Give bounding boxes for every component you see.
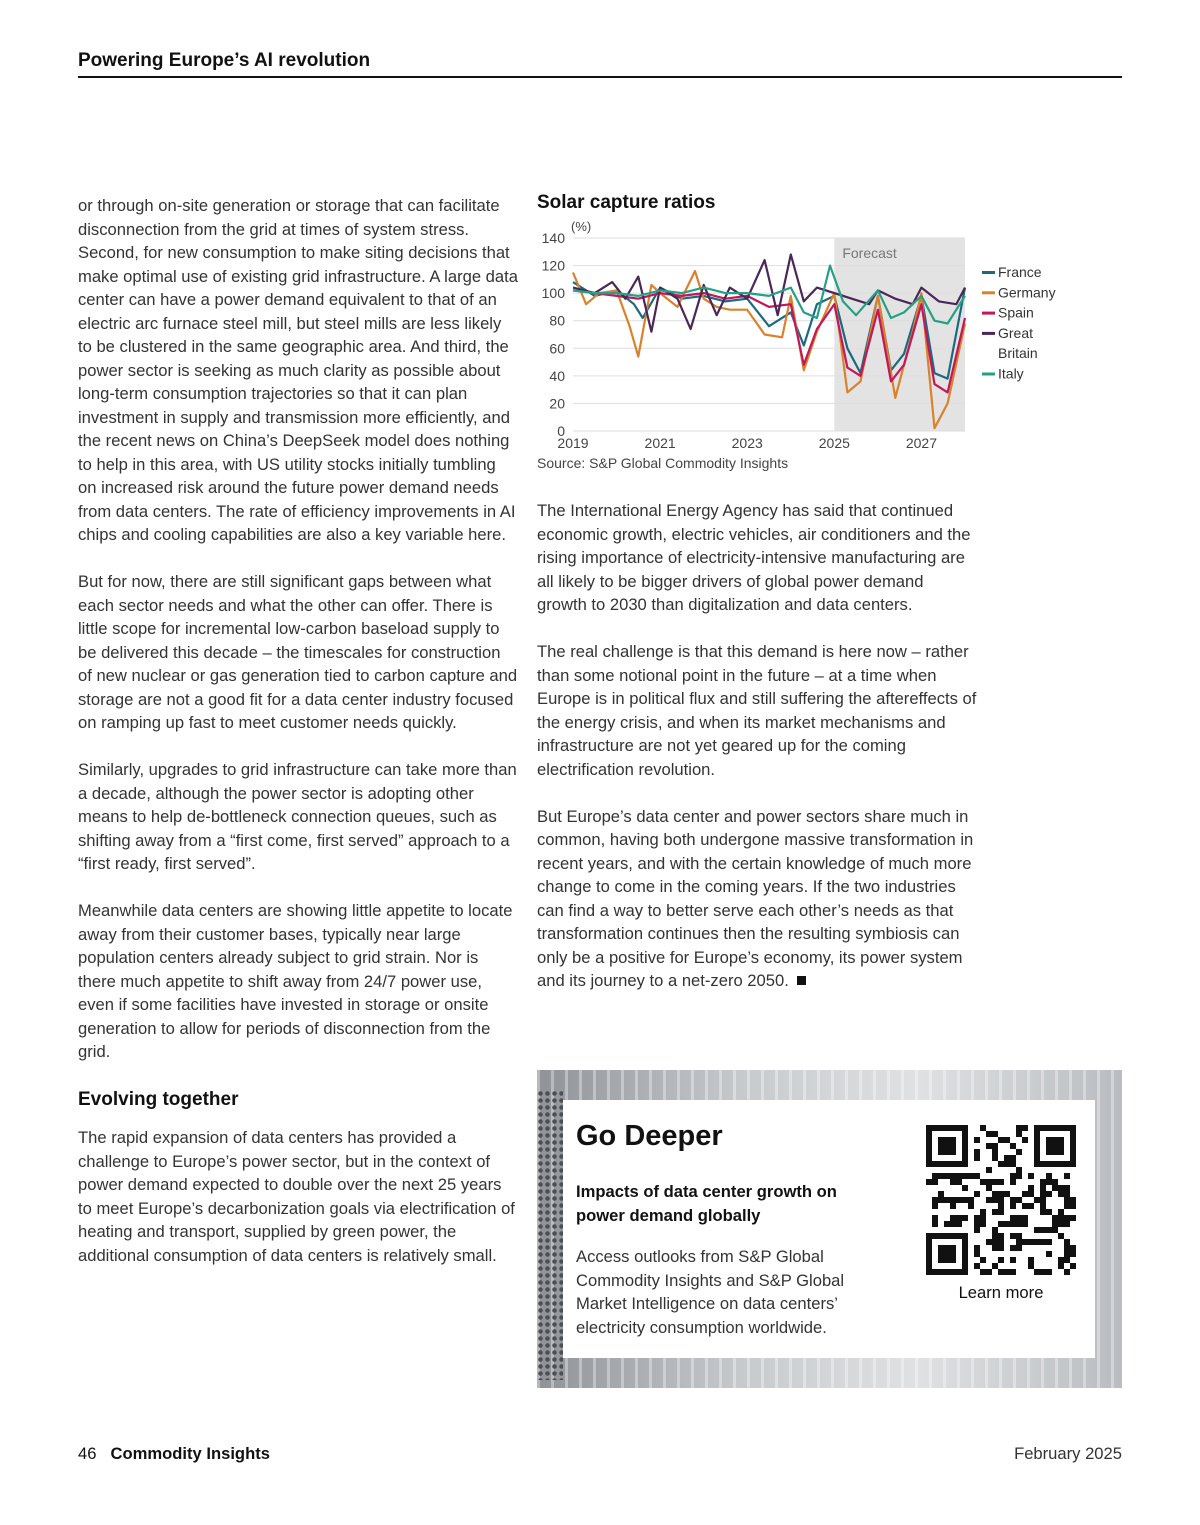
body-paragraph (537, 805, 977, 993)
chart-source: Source: S&P Global Commodity Insights (537, 455, 789, 471)
footer-date: February 2025 (1014, 1444, 1122, 1463)
y-tick-label: 0 (557, 423, 565, 439)
promo-body: Access outlooks from S&P Global Commodity Insights and S&P Global Market Intelligence on data centers’ electricity consumption worldwide. (576, 1247, 845, 1337)
end-of-article-mark (797, 976, 806, 985)
y-tick-label: 60 (549, 340, 565, 357)
legend-label: Italy (998, 365, 1024, 382)
x-tick-label: 2019 (557, 435, 589, 451)
y-tick-label: 140 (541, 230, 565, 246)
header-divider (78, 76, 1122, 78)
perforated-panel-decoration (537, 1090, 563, 1380)
legend-swatch (982, 312, 995, 315)
legend-label: Britain (998, 345, 1038, 362)
legend-label: France (998, 264, 1042, 280)
page-header-title: Powering Europe’s AI revolution (78, 50, 371, 71)
legend-label: Spain (998, 304, 1034, 321)
body-paragraph: Meanwhile data centers are showing little appetite to locate away from their customer bases, typically near large population centers already subject to grid strain. Nor is there much appetite to shift away from 24/7 power use, even if some facilities have invested in storage or onsite generation to allow for periods of disconnection from the grid. (78, 901, 513, 1061)
legend-swatch (982, 373, 995, 376)
y-tick-label: 120 (541, 257, 565, 274)
body-paragraph: or through on-site generation or storage that can facilitate disconnection from the grid at times of system stress. Second, for new consumption to make siting decisions that make optimal use of existing grid infrastructure. A large data center can have a power demand equivalent to that of an electric arc furnace steel mill, but steel mills are less likely to be clustered in the same geographic area. And third, the power sector is seeking as much clarity as possible about long-term consumption trajectories so that it can plan investment in supply and transmission more efficiently, and the recent news on China’s DeepSeek model does nothing to help in this area, with US utility stocks initially tumbling on increased risk around the future power demand needs from data centers. The rate of efficiency improvements in AI chips and cooling capabilities are also a key variable here. (78, 196, 518, 544)
x-tick-label: 2027 (905, 435, 938, 451)
chart-title: Solar capture ratios (537, 192, 716, 213)
y-tick-label: 20 (549, 395, 565, 412)
forecast-label: Forecast (842, 245, 897, 261)
promo-card (563, 1100, 1095, 1358)
right-column (537, 499, 977, 1016)
y-axis-unit: (%) (571, 219, 592, 234)
footer-left (78, 1444, 270, 1464)
legend-swatch (982, 271, 995, 274)
y-tick-label: 80 (549, 312, 565, 329)
body-paragraph: But for now, there are still significant gaps between what each sector needs and what the other can offer. There is little scope for incremental low-carbon baseload supply to be delivered this decade – the timescales for construction of new nuclear or gas generation tied to carbon capture and storage are not a good fit for a data center industry focused on ramping up fast to meet customer needs quickly. (78, 572, 518, 732)
forecast-region (834, 238, 965, 431)
paragraph-text: But Europe’s data center and power sectors share much in common, having both undergone massive transformation in recent years, and with the certain knowledge of much more change to come in the coming years. If the two industries can find a way to better serve each other’s needs as that transformation continues then the resulting symbiosis can only be a positive for Europe’s economy, its power system and its journey to a net-zero 2050. (537, 806, 974, 990)
promo-heading: Go Deeper (576, 1120, 723, 1152)
body-paragraph: Similarly, upgrades to grid infrastructure can take more than a decade, although the power sector is adopting other means to help de-bottleneck connection queues, such as shifting away from a “first come, first served” approach to a “first ready, first served”. (78, 760, 517, 873)
legend-label: Germany (998, 284, 1056, 301)
legend-swatch (982, 332, 995, 335)
y-tick-label: 40 (549, 367, 565, 384)
x-tick-label: 2021 (644, 435, 676, 451)
footer-brand: Commodity Insights (110, 1444, 270, 1463)
y-tick-label: 100 (541, 285, 565, 302)
x-tick-label: 2025 (818, 435, 850, 451)
solar-capture-chart (520, 216, 1080, 454)
body-paragraph: The International Energy Agency has said that continued economic growth, electric vehicles, air conditioners and the rising importance of electricity-intensive manufacturing are all likely to be bigger drivers of global power demand growth to 2030 than digitalization and data centers. (537, 501, 971, 614)
legend-label: Great (998, 324, 1034, 341)
legend-swatch (982, 291, 995, 294)
body-paragraph: The rapid expansion of data centers has provided a challenge to Europe’s power sector, but in the context of power demand expected to double over the next 25 years to meet Europe’s decarbonization goals via electrification of heating and transport, supplied by green power, the additional consumption of data centers is relatively small. (78, 1128, 515, 1265)
go-deeper-promo (537, 1070, 1122, 1388)
left-column (78, 194, 518, 1291)
page-number: 46 (78, 1444, 97, 1463)
x-tick-label: 2023 (731, 435, 763, 451)
body-paragraph: The real challenge is that this demand is here now – rather than some notional point in the future – at a time when Europe is in political flux and still suffering the aftereffects of the energy crisis, and when its market mechanisms and infrastructure are not yet geared up for the coming electrification revolution. (537, 642, 977, 779)
section-subheading: Evolving together (78, 1089, 239, 1110)
promo-subheading: Impacts of data center growth on power demand globally (576, 1182, 837, 1225)
qr-code-icon[interactable] (926, 1125, 1076, 1275)
learn-more-link[interactable]: Learn more (958, 1283, 1044, 1302)
